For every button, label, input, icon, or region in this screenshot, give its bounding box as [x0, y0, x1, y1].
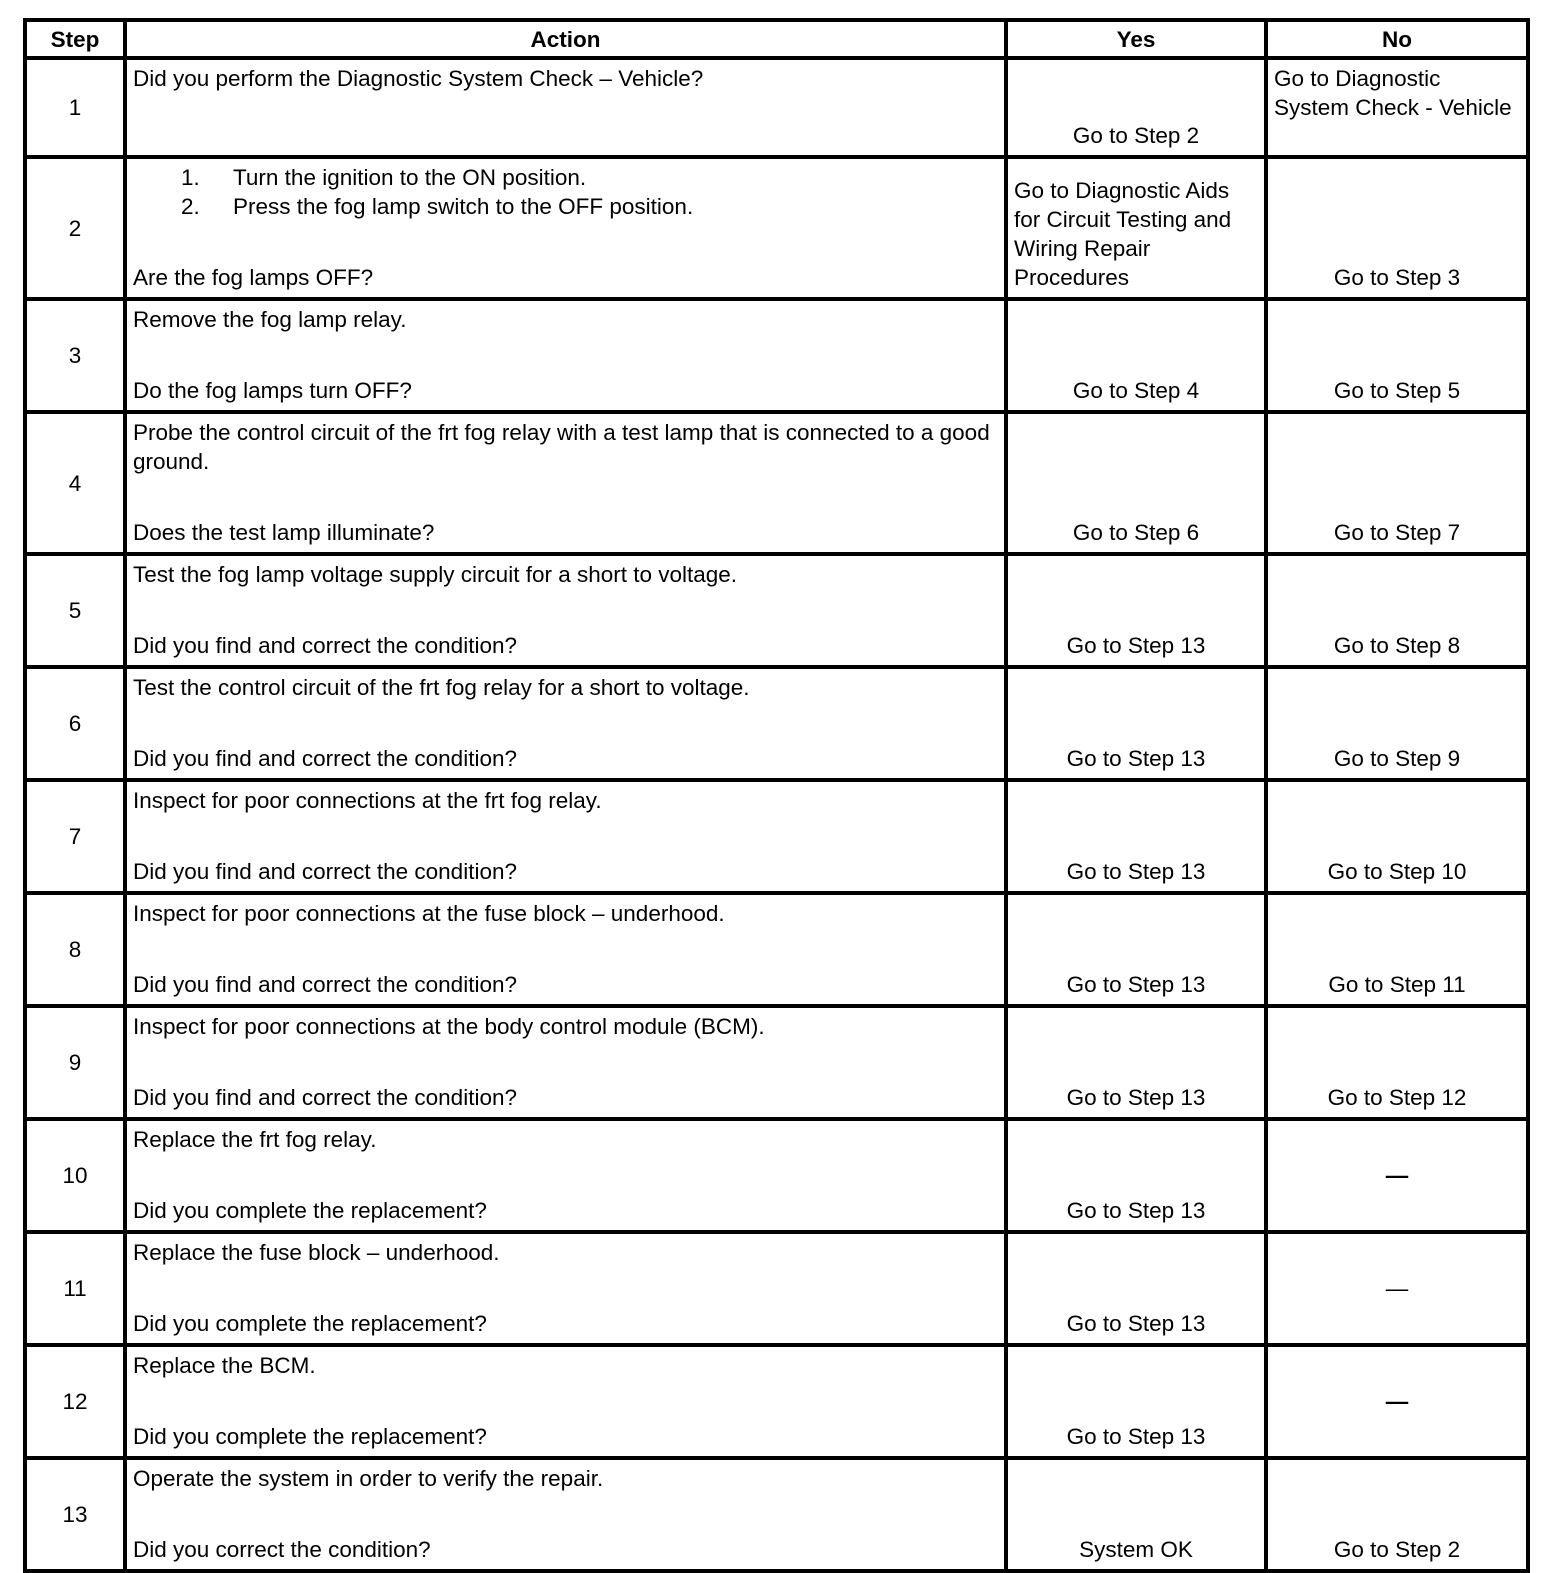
action-text: Probe the control circuit of the frt fog relay with a test lamp that is connected to a good ground. [133, 420, 990, 474]
yes-cell: Go to Diagnostic Aids for Circuit Testing and Wiring Repair Procedures [1006, 157, 1266, 299]
yes-cell: Go to Step 2 [1006, 58, 1266, 157]
step-number: 12 [25, 1345, 125, 1458]
header-action: Action [125, 20, 1006, 58]
table-row [25, 554, 1528, 667]
yes-cell: Go to Step 13 [1006, 667, 1266, 780]
no-cell: — [1266, 1232, 1528, 1345]
no-cell: — [1266, 1119, 1528, 1232]
action-cell [125, 1458, 1006, 1571]
table-row [25, 1458, 1528, 1571]
step-number: 5 [25, 554, 125, 667]
action-question: Did you complete the replacement? [133, 1424, 487, 1449]
action-text: Replace the fuse block – underhood. [133, 1240, 500, 1265]
action-question: Did you complete the replacement? [133, 1198, 487, 1223]
yes-cell: Go to Step 13 [1006, 554, 1266, 667]
action-cell [125, 157, 1006, 299]
yes-cell: Go to Step 13 [1006, 1345, 1266, 1458]
action-text: Did you perform the Diagnostic System Check – Vehicle? [133, 66, 704, 91]
step-number: 11 [25, 1232, 125, 1345]
action-question: Do the fog lamps turn OFF? [133, 378, 412, 403]
table-row [25, 299, 1528, 412]
action-cell [125, 1232, 1006, 1345]
yes-cell: Go to Step 4 [1006, 299, 1266, 412]
step-number: 9 [25, 1006, 125, 1119]
step-number: 13 [25, 1458, 125, 1571]
table-row [25, 58, 1528, 157]
yes-cell: Go to Step 13 [1006, 893, 1266, 1006]
step-number: 3 [25, 299, 125, 412]
action-cell [125, 893, 1006, 1006]
action-cell [125, 1345, 1006, 1458]
table-row [25, 1345, 1528, 1458]
action-cell [125, 1006, 1006, 1119]
action-text: Inspect for poor connections at the fuse block – underhood. [133, 901, 725, 926]
no-cell: Go to Diagnostic System Check - Vehicle [1266, 58, 1528, 157]
yes-cell: Go to Step 13 [1006, 1006, 1266, 1119]
action-list [133, 163, 998, 221]
action-text: Remove the fog lamp relay. [133, 307, 407, 332]
action-cell [125, 780, 1006, 893]
no-cell: Go to Step 10 [1266, 780, 1528, 893]
action-cell [125, 554, 1006, 667]
yes-cell: System OK [1006, 1458, 1266, 1571]
action-text: Inspect for poor connections at the frt fog relay. [133, 788, 602, 813]
no-cell: Go to Step 9 [1266, 667, 1528, 780]
no-cell: Go to Step 7 [1266, 412, 1528, 554]
table-row [25, 780, 1528, 893]
action-cell [125, 299, 1006, 412]
action-question: Are the fog lamps OFF? [133, 265, 374, 290]
action-text: Inspect for poor connections at the body control module (BCM). [133, 1014, 765, 1039]
action-question: Does the test lamp illuminate? [133, 520, 435, 545]
action-question: Did you find and correct the condition? [133, 859, 517, 884]
action-question: Did you find and correct the condition? [133, 633, 517, 658]
step-number: 8 [25, 893, 125, 1006]
action-question: Did you find and correct the condition? [133, 972, 517, 997]
list-item: 2. Press the fog lamp switch to the OFF position. [181, 194, 694, 219]
header-step: Step [25, 20, 125, 58]
action-cell [125, 667, 1006, 780]
action-question: Did you correct the condition? [133, 1537, 431, 1562]
yes-cell: Go to Step 13 [1006, 780, 1266, 893]
table-row [25, 1006, 1528, 1119]
action-text: Replace the frt fog relay. [133, 1127, 377, 1152]
step-number: 2 [25, 157, 125, 299]
list-item: 1. Turn the ignition to the ON position. [181, 165, 587, 190]
yes-cell: Go to Step 6 [1006, 412, 1266, 554]
action-cell [125, 1119, 1006, 1232]
no-cell: — [1266, 1345, 1528, 1458]
table-row [25, 412, 1528, 554]
yes-cell: Go to Step 13 [1006, 1232, 1266, 1345]
no-cell: Go to Step 2 [1266, 1458, 1528, 1571]
table-row [25, 667, 1528, 780]
table-row [25, 157, 1528, 299]
header-no: No [1266, 20, 1528, 58]
action-text: Replace the BCM. [133, 1353, 316, 1378]
step-number: 6 [25, 667, 125, 780]
table-row [25, 1119, 1528, 1232]
step-number: 1 [25, 58, 125, 157]
no-cell: Go to Step 12 [1266, 1006, 1528, 1119]
step-number: 7 [25, 780, 125, 893]
table-row [25, 893, 1528, 1006]
header-yes: Yes [1006, 20, 1266, 58]
action-question: Did you find and correct the condition? [133, 1085, 517, 1110]
action-question: Did you complete the replacement? [133, 1311, 487, 1336]
no-cell: Go to Step 5 [1266, 299, 1528, 412]
step-number: 4 [25, 412, 125, 554]
action-text: Operate the system in order to verify the repair. [133, 1466, 604, 1491]
no-cell: Go to Step 8 [1266, 554, 1528, 667]
step-number: 10 [25, 1119, 125, 1232]
no-cell: Go to Step 11 [1266, 893, 1528, 1006]
action-text: Test the control circuit of the frt fog relay for a short to voltage. [133, 675, 750, 700]
table-row [25, 1232, 1528, 1345]
header-row [25, 20, 1528, 58]
action-cell [125, 58, 1006, 157]
action-cell [125, 412, 1006, 554]
yes-cell: Go to Step 13 [1006, 1119, 1266, 1232]
diagnostic-table [23, 18, 1530, 1573]
no-cell: Go to Step 3 [1266, 157, 1528, 299]
action-question: Did you find and correct the condition? [133, 746, 517, 771]
action-text: Test the fog lamp voltage supply circuit for a short to voltage. [133, 562, 738, 587]
